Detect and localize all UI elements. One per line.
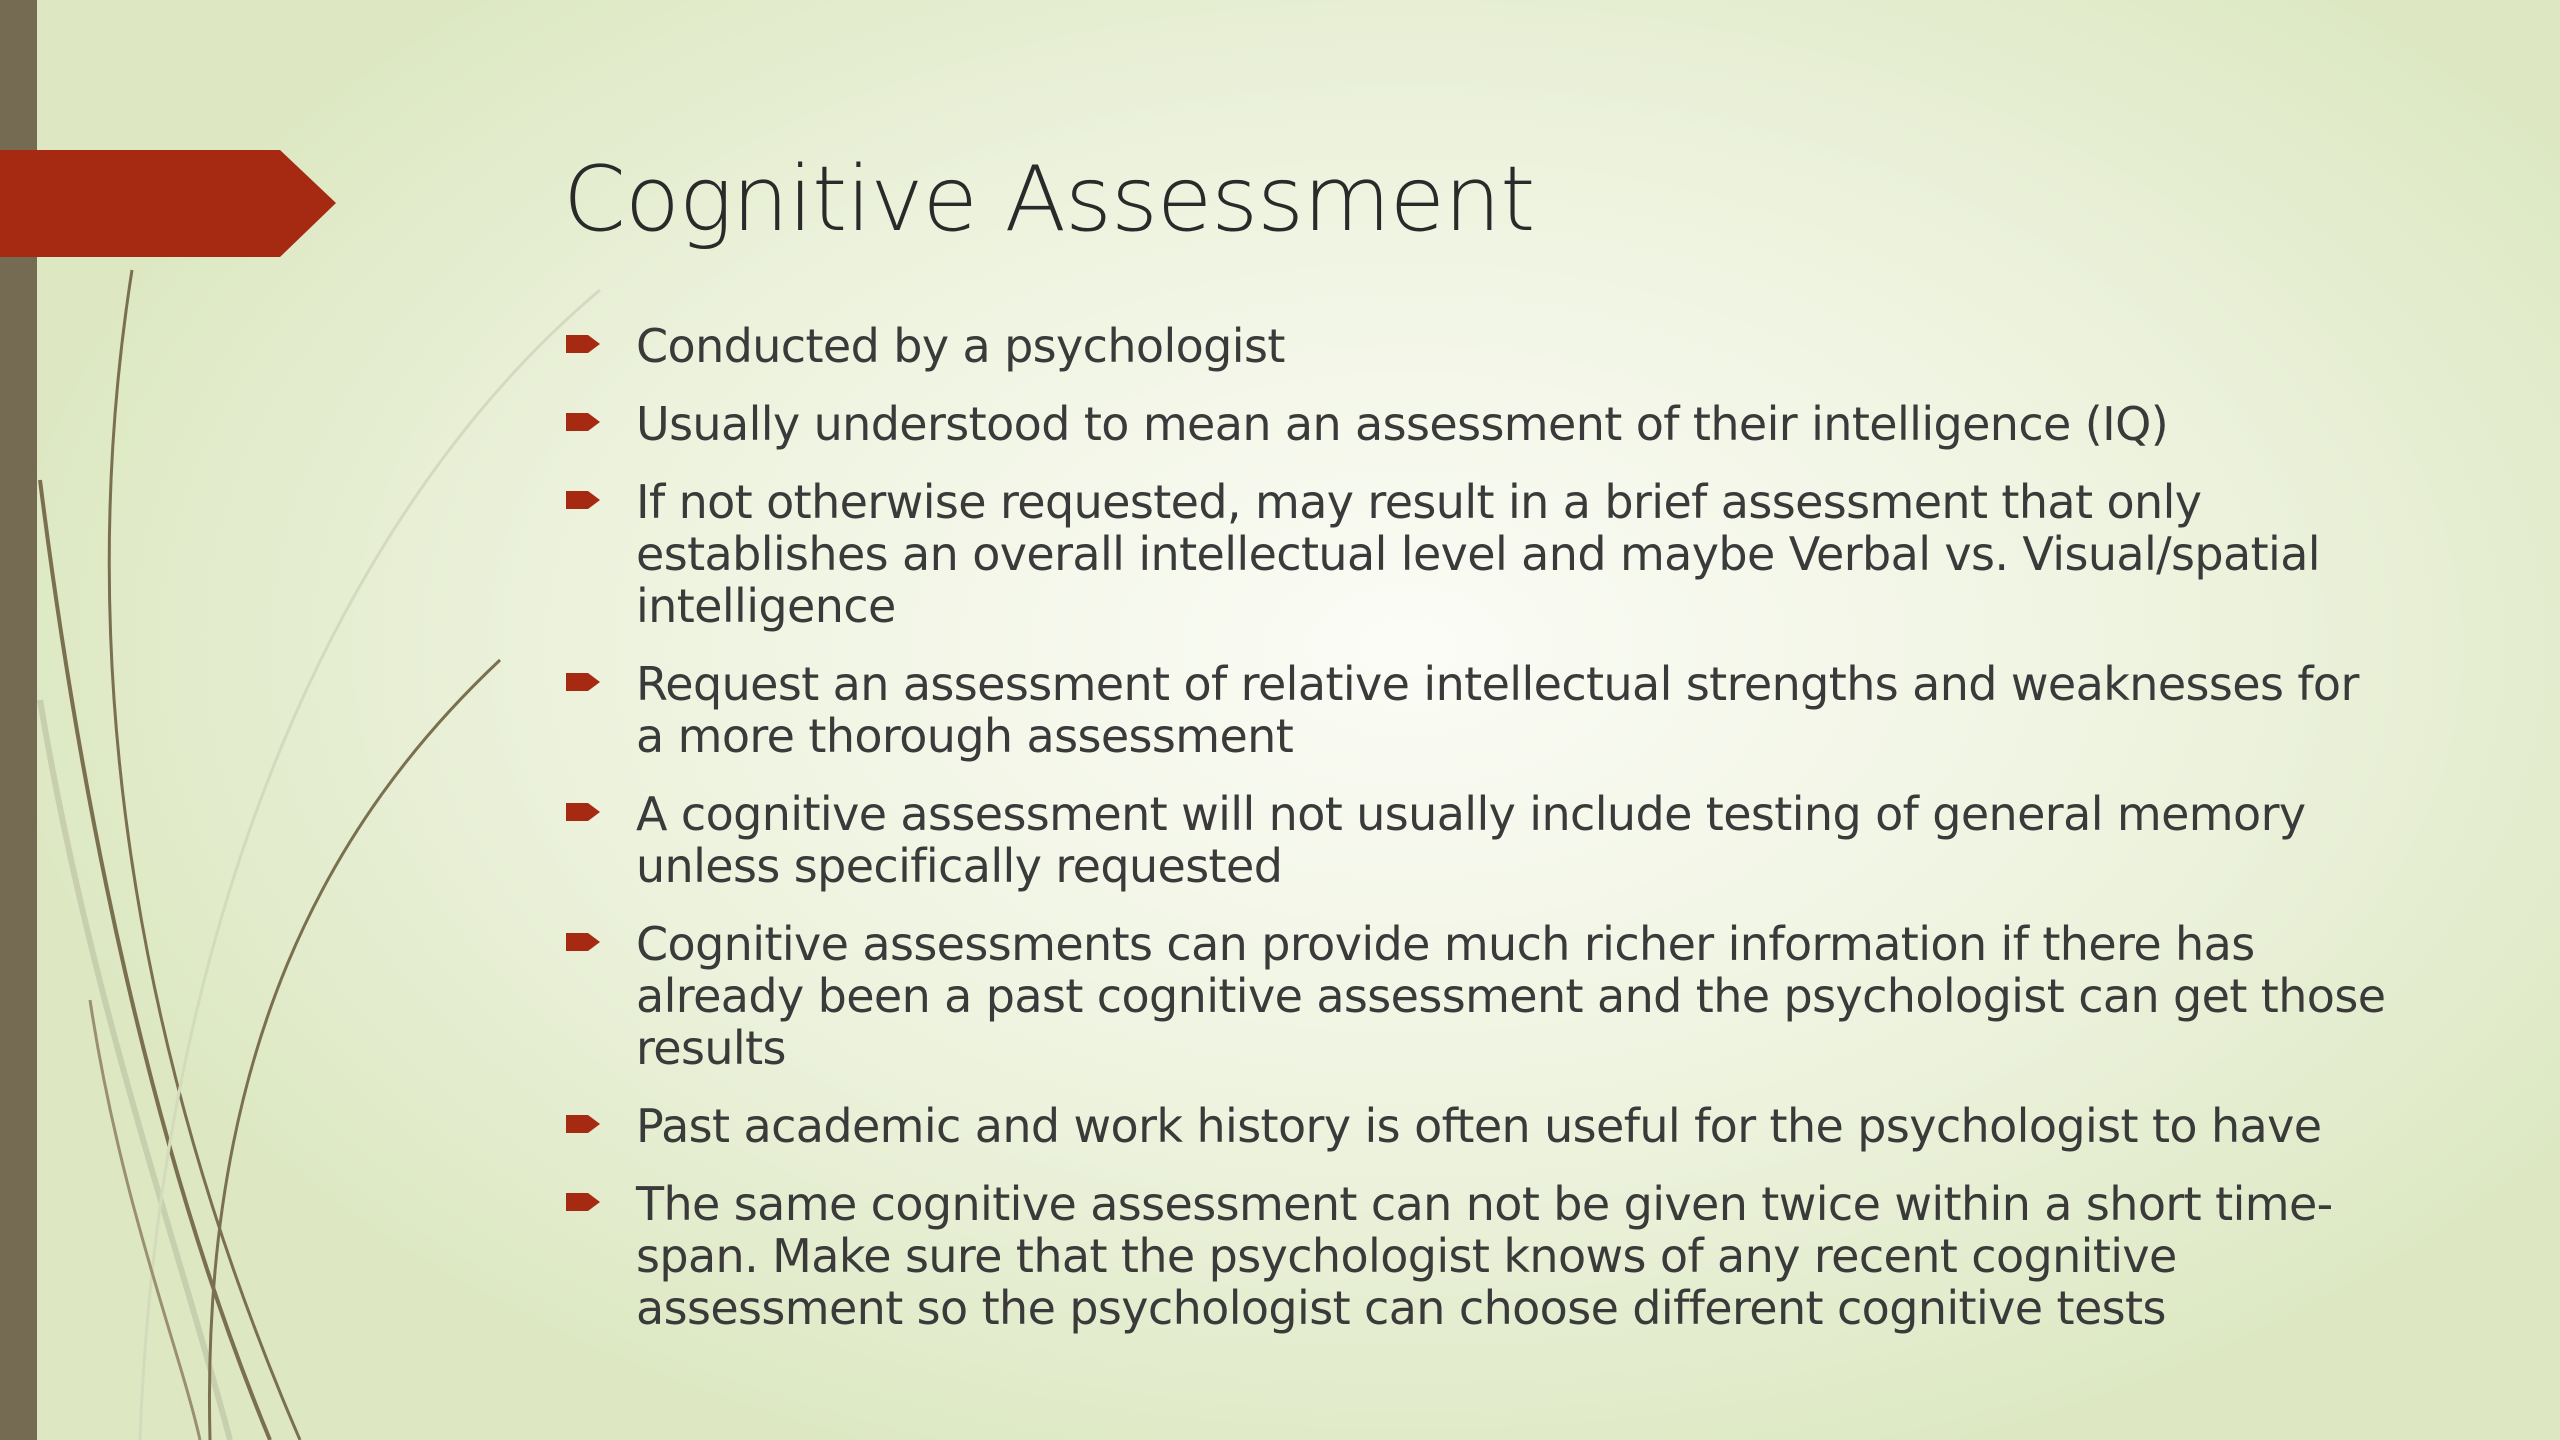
title-accent-arrow <box>0 150 336 257</box>
arrow-bullet-icon <box>566 800 600 824</box>
bullet-text: If not otherwise requested, may result in a brief assessment that only establishes an overall intellectual level and maybe Verbal vs. Visual/spatial intelligence <box>636 475 2320 633</box>
bullet-text: A cognitive assessment will not usually include testing of general memory unless specifically requested <box>636 787 2306 893</box>
bullet-list <box>566 320 2396 1360</box>
bullet-item <box>566 788 2396 892</box>
slide-title: Cognitive Assessment <box>563 147 1535 252</box>
bullet-text: Usually understood to mean an assessment of their intelligence (IQ) <box>636 397 2169 451</box>
bullet-text: Cognitive assessments can provide much richer information if there has already been a past cognitive assessment and the psychologist can get those results <box>636 917 2386 1075</box>
bullet-text: Conducted by a psychologist <box>636 319 1285 373</box>
bullet-item <box>566 658 2396 762</box>
bullet-item <box>566 320 2396 372</box>
bullet-text: Request an assessment of relative intellectual strengths and weaknesses for a more thorough assessment <box>636 657 2359 763</box>
arrow-bullet-icon <box>566 488 600 512</box>
bullet-item <box>566 398 2396 450</box>
bullet-text: Past academic and work history is often useful for the psychologist to have <box>636 1099 2322 1153</box>
arrow-bullet-icon <box>566 930 600 954</box>
bullet-text: The same cognitive assessment can not be given twice within a short time-span. Make sure that the psychologist knows of any recent cognitive assessment so the psychologist can choose different cognitive tests <box>636 1177 2333 1335</box>
arrow-bullet-icon <box>566 1190 600 1214</box>
arrow-bullet-icon <box>566 670 600 694</box>
bullet-item <box>566 1100 2396 1152</box>
bullet-item <box>566 476 2396 632</box>
bullet-item <box>566 918 2396 1074</box>
bullet-item <box>566 1178 2396 1334</box>
arrow-bullet-icon <box>566 1112 600 1136</box>
arrow-bullet-icon <box>566 410 600 434</box>
arrow-bullet-icon <box>566 332 600 356</box>
